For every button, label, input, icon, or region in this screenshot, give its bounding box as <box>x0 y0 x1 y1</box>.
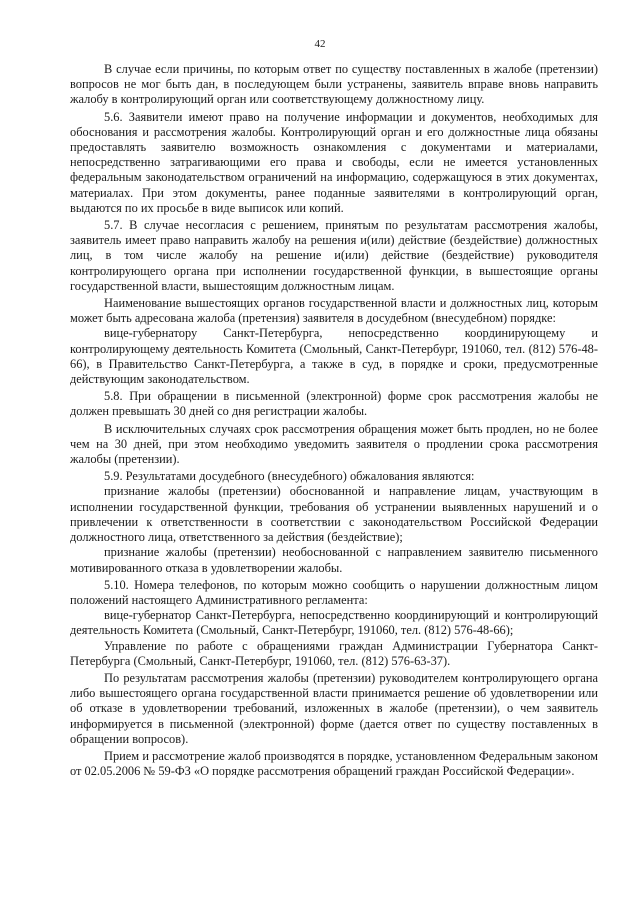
page-number: 42 <box>314 38 326 50</box>
paragraph-complaint-invalid: признание жалобы (претензии) необоснованной с направлением заявителю письменного мотивированного отказа в удовлетворении жалобы. <box>70 545 598 575</box>
paragraph-extension: В исключительных случаях срок рассмотрения обращения может быть продлен, но не более чем на 30 дней, при этом необходимо уведомить заявителя о продлении срока рассмотрения жалобы (претензии). <box>70 421 598 467</box>
paragraph-5-7: 5.7. В случае несогласия с решением, принятым по результатам рассмотрения жалобы, заявитель имеет право направить жалобу на решения и(или) действие (бездействие) должностных лиц, в том числе жалобу на решение и(или) действие (бездействие) руководителя контролирующего органа при исполнении государственной функции, в вышестоящие органы государственной власти, вышестоящим должностным лицам. <box>70 218 598 293</box>
paragraph-federal-law: Прием и рассмотрение жалоб производятся в порядке, установленном Федеральным законом от 02.05.2006 № 59-ФЗ «О порядке рассмотрения обращений граждан Российской Федерации». <box>70 748 598 779</box>
paragraph-5-10: 5.10. Номера телефонов, по которым можно сообщить о нарушении должностным лицом положений настоящего Административного регламента: <box>70 577 598 607</box>
paragraph-5-6: 5.6. Заявители имеют право на получение информации и документов, необходимых для обоснования и рассмотрения жалобы. Контролирующий орган и его должностные лица обязаны предоставлять заявителю возможность ознакомления с документами и материалами, непосредственно затрагивающими его права и свободы, если не имеется установленных федеральным законодательством ограничений на информацию, содержащуюся в этих документах, материалах. При этом документы, ранее поданные заявителями в контролирующий орган, выдаются по их просьбе в виде выписок или копий. <box>70 109 598 215</box>
paragraph-reappeal: В случае если причины, по которым ответ по существу поставленных в жалобе (претензии) вопросов не мог быть дан, в последующем были устранены, заявитель вправе вновь направить жалобу в контролирующий орган или соответствующему должностному лицу. <box>70 62 598 107</box>
paragraph-phone-vice-governor: вице-губернатор Санкт-Петербурга, непосредственно координирующий и контролирующий деятельность Комитета (Смольный, Санкт-Петербург, 191060, тел. (812) 576-48-66); <box>70 608 598 638</box>
paragraph-complaint-valid: признание жалобы (претензии) обоснованной и направление лицам, участвующим в исполнении государственной функции, требования об устранении выявленных нарушений и о привлечении к ответственности в соответствии с законодательством Российской Федерации должностного лица, ответственного за действия (бездействие); <box>70 484 598 545</box>
paragraph-5-9: 5.9. Результатами досудебного (внесудебного) обжалования являются: <box>104 469 475 484</box>
paragraph-decision: По результатам рассмотрения жалобы (претензии) руководителем контролирующего органа либо вышестоящего органа государственной власти принимается решение об удовлетворении или об отказе в удовлетворении требований, изложенных в жалобе (претензии), о чем заявитель информируется в письменной (электронной) форме (дается ответ по существу поставленных в обращении вопросов). <box>70 670 598 746</box>
paragraph-5-8: 5.8. При обращении в письменной (электронной) форме срок рассмотрения жалобы не должен превышать 30 дней со дня регистрации жалобы. <box>70 389 598 419</box>
paragraph-vice-governor: вице-губернатору Санкт-Петербурга, непосредственно координирующему и контролирующему деятельность Комитета (Смольный, Санкт-Петербург, 191060, тел. (812) 576-48-66), в Правительство Санкт-Петербурга, а также в суд, в порядке и сроки, предусмотренные действующим законодательством. <box>70 326 598 387</box>
paragraph-phone-appeals-office: Управление по работе с обращениями граждан Администрации Губернатора Санкт-Петербурга (Смольный, Санкт-Петербург, 191060, тел. (812) 576-63-37). <box>70 638 598 668</box>
paragraph-higher-authorities: Наименование вышестоящих органов государственной власти и должностных лиц, которым может быть адресована жалоба (претензия) заявителя в досудебном (внесудебном) порядке: <box>70 296 598 326</box>
document-body <box>70 62 598 779</box>
